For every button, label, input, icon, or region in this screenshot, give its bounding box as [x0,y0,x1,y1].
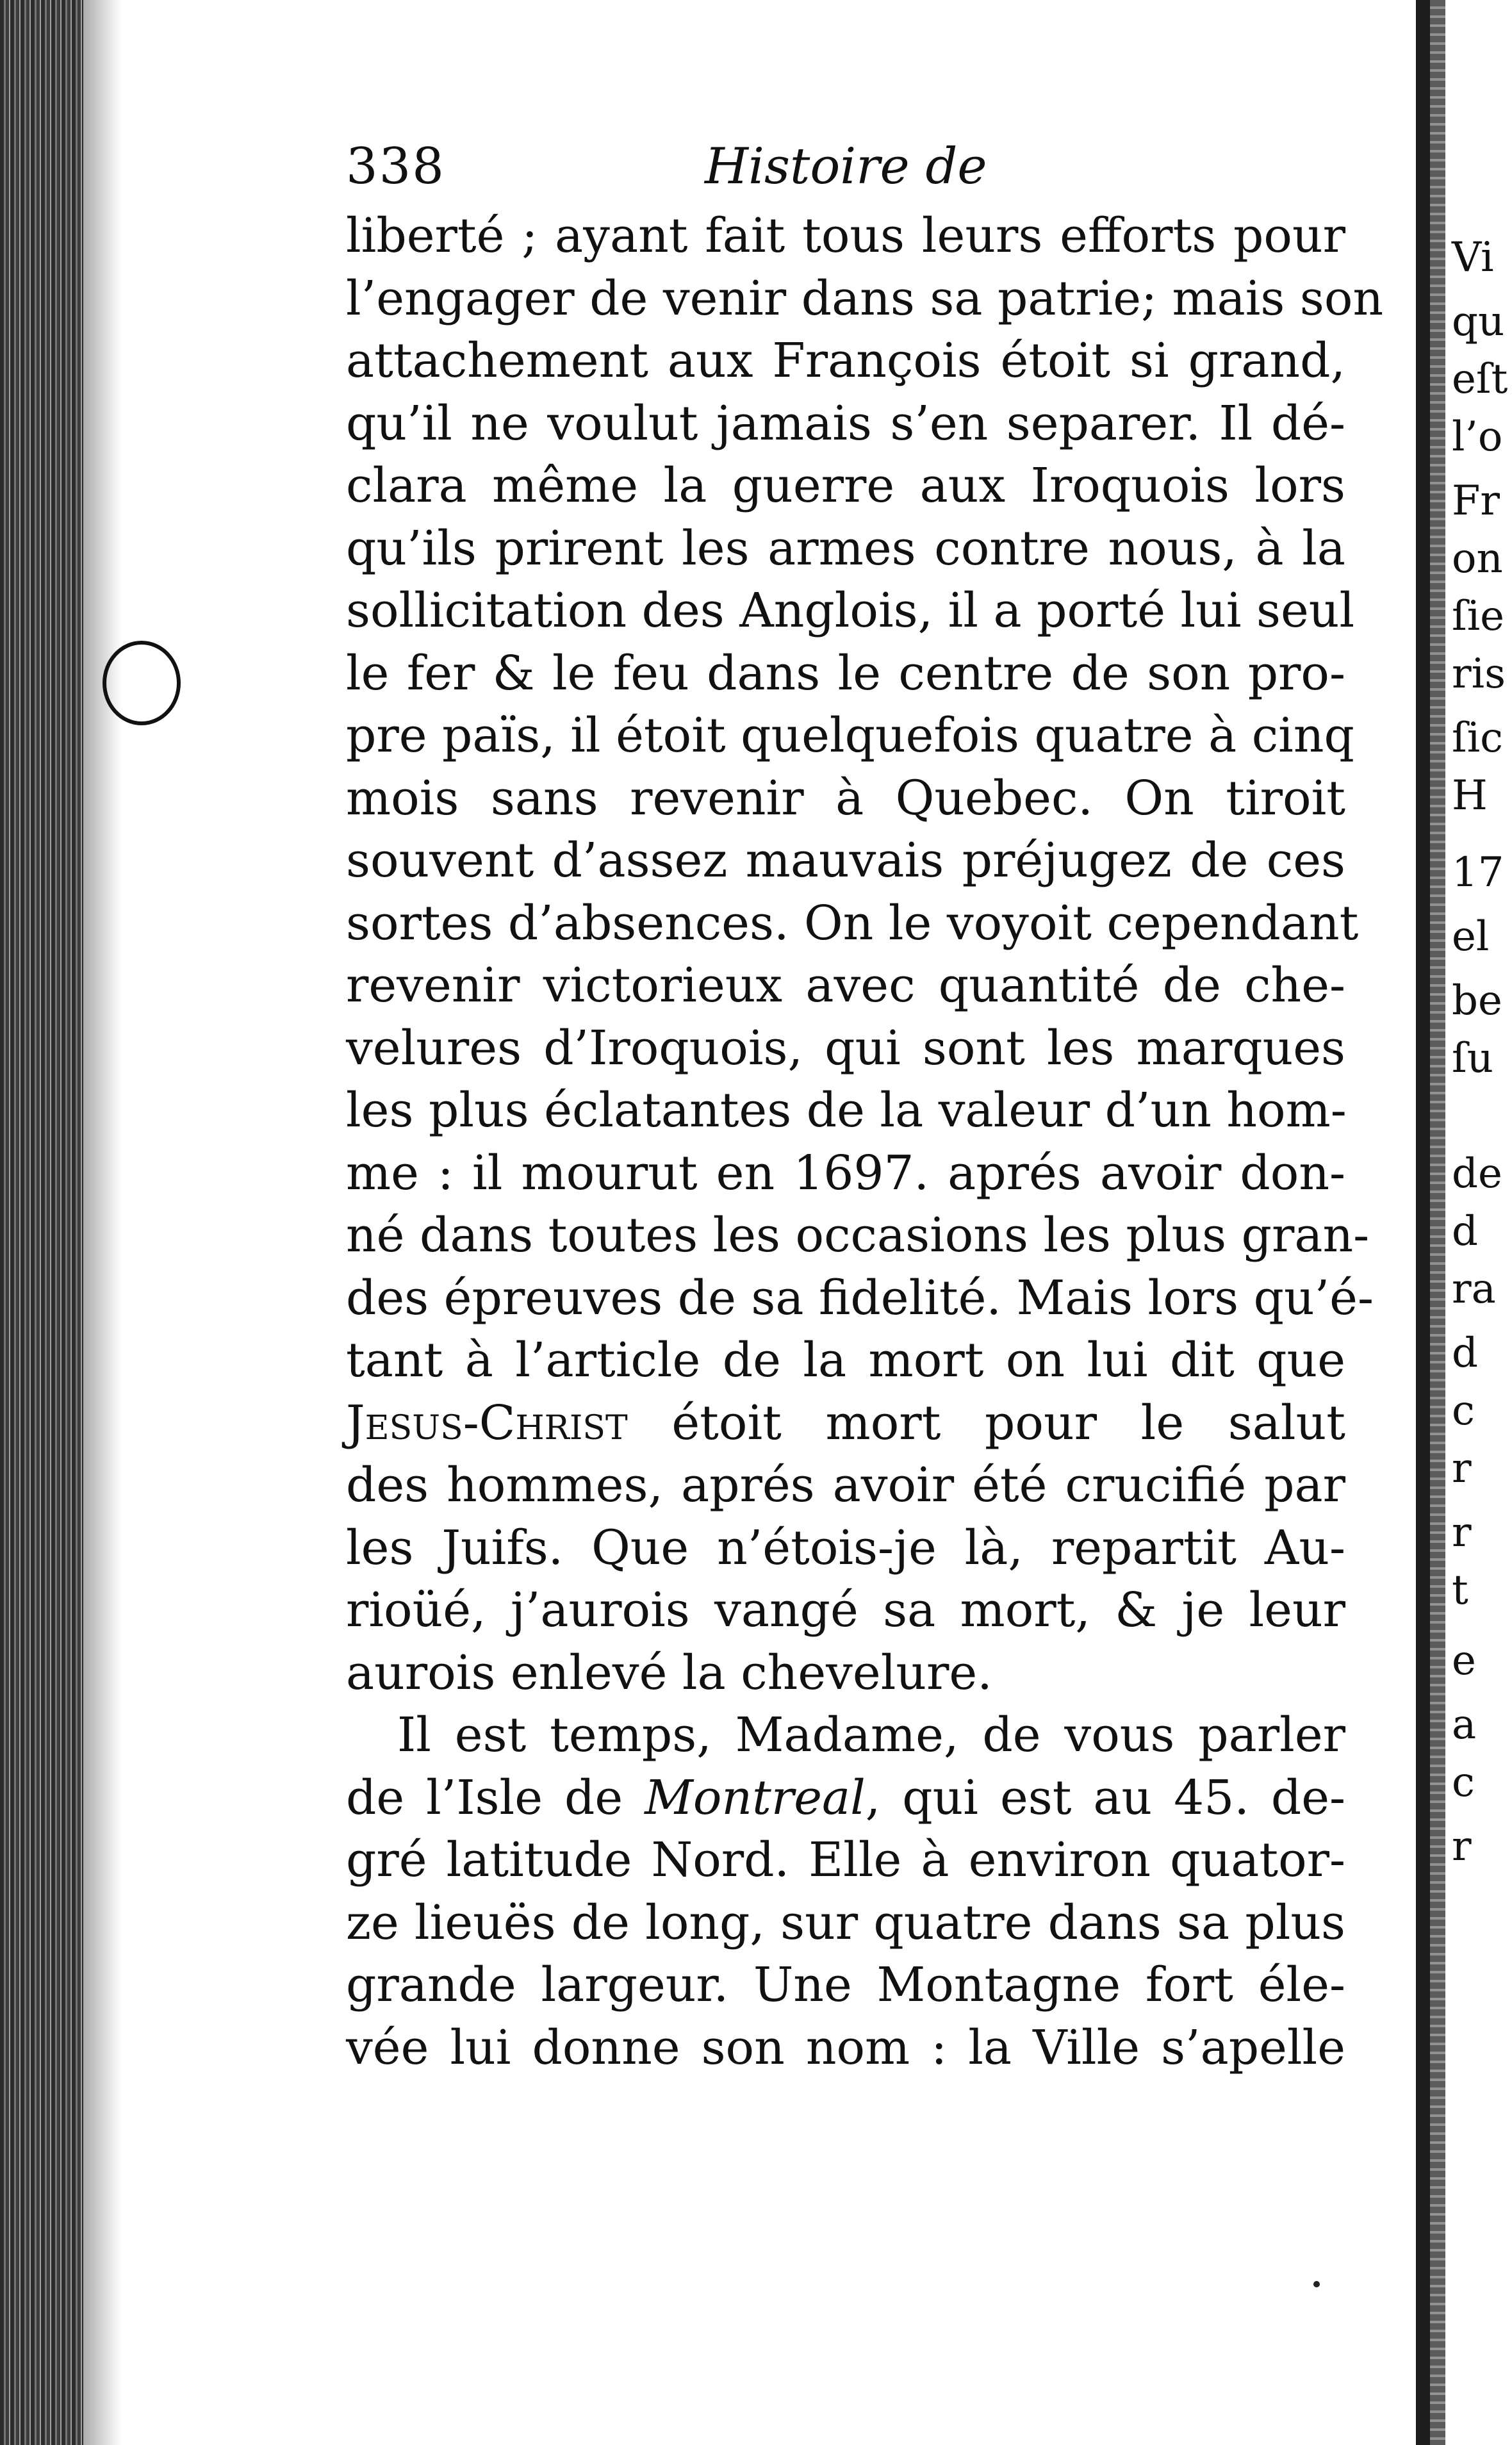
page-header [346,135,1345,205]
text-line: ze lieuës de long, sur quatre dans sa plus [346,1895,1345,1950]
text-line: les Juifs. Que n’étois-je là, repartit Au- [346,1520,1345,1576]
text-line: vée lui donne son nom : la Ville s’apelle [346,2020,1345,2075]
text-line: mois sans revenir à Quebec. On tiroit [346,770,1345,826]
facing-page-line-fragment: H [1452,772,1488,819]
facing-page-line-fragment: eſt [1452,356,1508,403]
text-line: tant à l’article de la mort on lui dit que [346,1333,1345,1388]
text-line-paragraph-start: Il est temps, Madame, de vous parler [397,1708,1345,1763]
text-line: clara même la guerre aux Iroquois lors [346,458,1345,513]
facing-page-line-fragment: a [1452,1701,1477,1749]
facing-page-line-fragment: ſu [1452,1035,1493,1082]
facing-page-line-fragment: e [1452,1637,1476,1684]
facing-page-line-fragment: on [1452,535,1503,582]
text-line: les plus éclatantes de la valeur d’un hom- [346,1083,1347,1138]
facing-page-line-fragment: qu [1452,298,1505,345]
facing-page-line-fragment: d [1452,1330,1478,1377]
stray-dot-mark [1313,2281,1320,2287]
text-line: de l’Isle de Montreal, qui est au 45. de- [346,1770,1346,1825]
body-text [346,205,1384,2079]
text-line: rioüé, j’aurois vangé sa mort, & je leur [346,1583,1345,1638]
facing-page-line-fragment: ſie [1452,593,1505,640]
facing-page-edge [1416,0,1512,2445]
text-line: pre païs, il étoit quelquefois quatre à cinq [346,708,1354,763]
facing-page-line-fragment: t [1452,1567,1468,1614]
text-line: né dans toutes les occasions les plus gran- [346,1208,1370,1263]
text-line: sollicitation des Anglois, il a porté lui seul [346,583,1355,638]
facing-page-line-fragment: be [1452,977,1502,1025]
text-line: Jesus-Christ étoit mort pour le salut [346,1395,1345,1451]
book-page [346,135,1384,2079]
facing-page-line-fragment: ris [1452,650,1506,698]
facing-page-line-fragment: c [1452,1759,1475,1806]
facing-page-line-fragment: 17 [1452,849,1504,896]
facing-page-line-fragment: r [1452,1509,1472,1556]
text-line: me : il mourut en 1697. aprés avoir don- [346,1145,1345,1201]
facing-page-line-fragment: d [1452,1208,1478,1255]
facing-page-line-fragment: l’o [1452,413,1503,461]
facing-page-line-fragment: c [1452,1387,1475,1435]
text-line: revenir victorieux avec quantité de che- [346,958,1345,1013]
name-jesus-christ: Jesus-Christ [346,1395,628,1451]
facing-page-line-fragment: r [1452,1445,1472,1492]
text-line: l’engager de venir dans sa patrie; mais son [346,270,1384,326]
text-line: velures d’Iroquois, qui sont les marques [346,1020,1345,1076]
facing-page-line-fragment: Vi [1452,234,1494,281]
page-fold-shadow [1430,0,1445,2445]
text-line-paragraph-end: aurois enlevé la chevelure. [346,1645,992,1700]
text-line: gré latitude Nord. Elle à environ quator- [346,1832,1345,1888]
running-title: Histoire de [705,138,987,195]
text-line: sortes d’absences. On le voyoit cependant [346,895,1359,951]
text-line: des hommes, aprés avoir été crucifié par [346,1458,1345,1513]
book-binding-gutter [0,0,83,2445]
text-line: le fer & le feu dans le centre de son pro- [346,645,1345,701]
facing-page-line-fragment: el [1452,913,1490,960]
stray-ink-circle-mark [103,641,181,725]
facing-page-line-fragment: Fr [1452,477,1500,525]
text-line: grande largeur. Une Montagne fort éle- [346,1957,1345,2013]
text-line: liberté ; ayant fait tous leurs efforts pour [346,208,1345,263]
facing-page-line-fragment: r [1452,1823,1472,1870]
place-name-montreal: Montreal [645,1770,866,1825]
text-line: qu’il ne voulut jamais s’en separer. Il dé- [346,395,1345,451]
facing-page-line-fragment: ſic [1452,714,1503,762]
text-line: souvent d’assez mauvais préjugez de ces [346,833,1345,888]
text-line: des épreuves de sa fidelité. Mais lors qu’é- [346,1270,1374,1326]
facing-page-line-fragment: de [1452,1150,1502,1198]
facing-page-line-fragment: ra [1452,1265,1496,1313]
page-number: 338 [346,138,445,195]
text-line: attachement aux François étoit si grand, [346,333,1345,388]
text-line: qu’ils prirent les armes contre nous, à la [346,520,1345,576]
